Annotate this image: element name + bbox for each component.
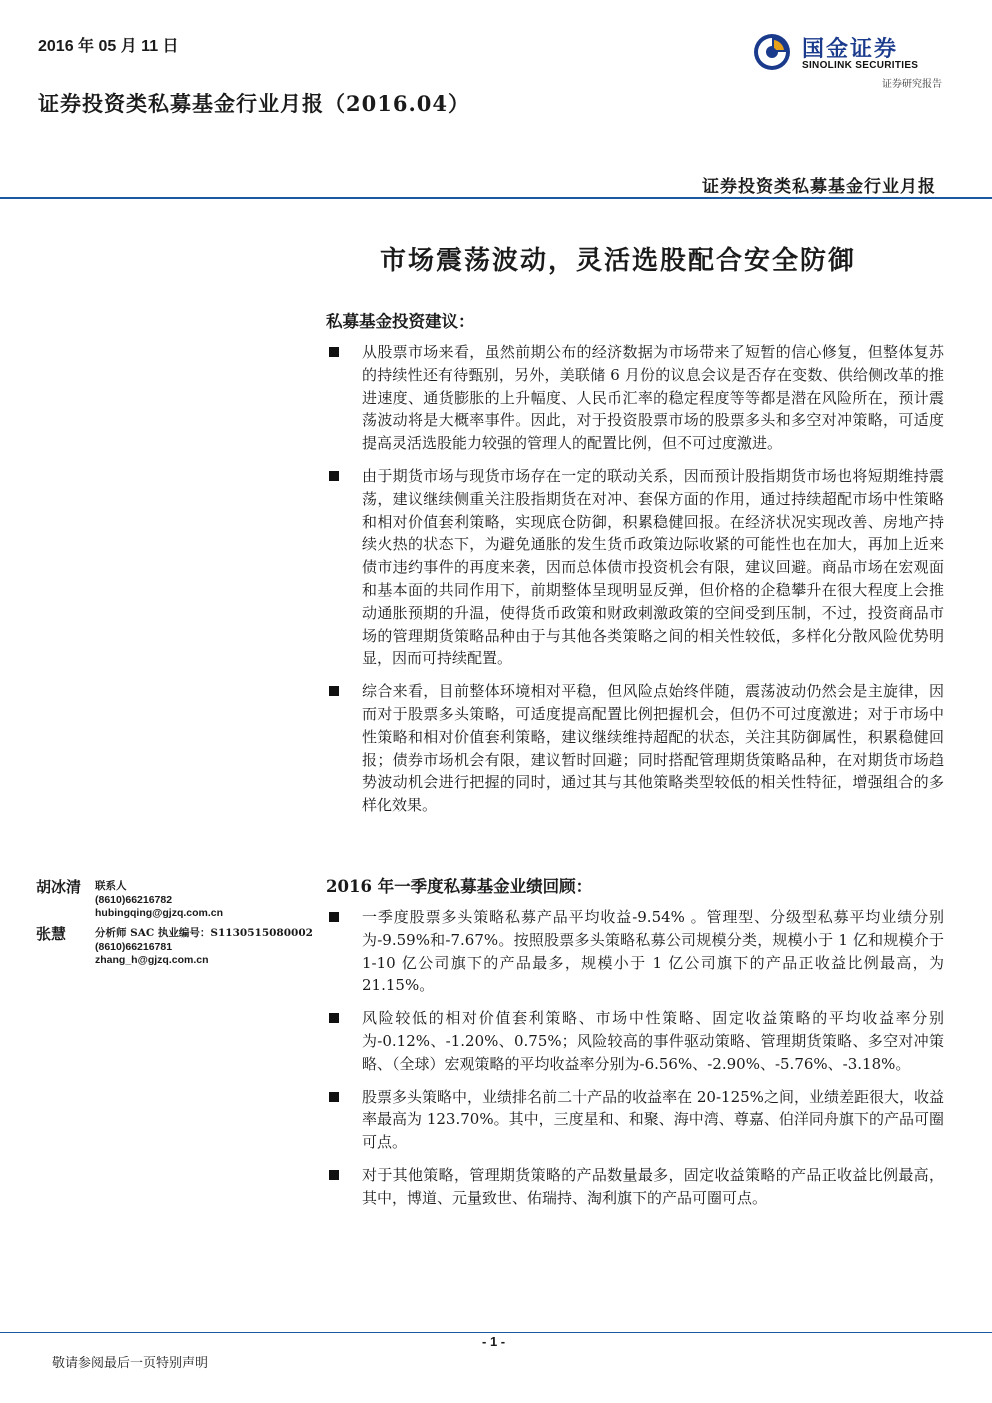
page-number: - 1 - (482, 1334, 506, 1349)
section-heading-investment-advice: 私募基金投资建议： (326, 312, 475, 331)
logo-emblem-icon (752, 32, 792, 72)
investment-advice-list (326, 341, 944, 827)
company-logo (752, 30, 942, 90)
logo-subtitle: 证券研究报告 (882, 79, 942, 90)
header-divider (0, 197, 992, 199)
bullet-text: 由于期货市场与现货市场存在一定的联动关系，因而预计股指期货市场也将短期维持震荡，建议继续侧重关注股指期货在对冲、套保方面的作用，通过持续超配市场中性策略和相对价值套利策略，实现底仓防御，积累稳健回报。在经济状况实现改善、房地产持续火热的状态下，为避免通胀的发生货币政策边际收紧的可能性也在加大，再加上近来债市违约事件的再度来袭，因而总体债市投资机会有限，建议回避。商品市场在宏观面和基本面的共同作用下，前期整体呈现明显反弹，但价格的企稳攀升在很大程度上会推动通胀预期的升温，使得货币政策和财政刺激政策的空间受到压制，不过，投资商品市场的管理期货策略品种由于与其他各类策略之间的相关性较低，多样化分散风险优势明显，因而可持续配置。 (362, 466, 944, 668)
list-item (326, 1086, 944, 1154)
list-item (326, 1164, 944, 1210)
logo-chinese-name: 国金证券 (802, 37, 899, 62)
list-item (326, 1007, 944, 1075)
analyst-name: 胡冰清 (36, 878, 82, 896)
report-category: 证券投资类私募基金行业月报 (702, 177, 936, 197)
page-headline: 市场震荡波动，灵活选股配合安全防御 (380, 246, 857, 276)
bullet-text: 一季度股票多头策略私募产品平均收益-9.54% 。管理型、分级型私募平均业绩分别为-9.59%和-7.67%。按照股票多头策略私募公司规模分类，规模小于 1 亿和规模介于 1-10 亿公司旗下的产品最多，规模小于 1 亿公司旗下的产品正收益比例最高，为 21.15%。 (362, 908, 944, 995)
bullet-text: 股票多头策略中，业绩排名前二十产品的收益率在 20-125%之间，业绩差距很大，收益率最高为 123.70%。其中，三度星和、和聚、海中湾、尊嘉、伯洋同舟旗下的产品可圈可点。 (362, 1087, 944, 1152)
bullet-text: 综合来看，目前整体环境相对平稳，但风险点始终伴随，震荡波动仍然会是主旋律，因而对于股票多头策略，可适度提高配置比例把握机会，但仍不可过度激进；对于市场中性策略和相对价值套利策略，建议继续维持超配的状态，关注其防御属性，积累稳健回报；债券市场机会有限，建议暂时回避；同时搭配管理期货策略品种，在对期货市场趋势波动机会进行把握的同时，通过其与其他策略类型较低的相关性特征，增强组合的多样化效果。 (362, 682, 944, 815)
logo-english-name: SINOLINK SECURITIES (802, 60, 919, 71)
analyst-name: 张慧 (36, 925, 67, 943)
list-item (326, 906, 944, 997)
analyst-role: 分析师 SAC 执业编号：S1130515080002 (95, 927, 313, 939)
section-heading-q1-review: 2016 年一季度私募基金业绩回顾： (326, 877, 593, 896)
analyst-role: 联系人 (95, 880, 127, 892)
analyst-email[interactable]: zhang_h@gjzq.com.cn (95, 954, 209, 966)
bullet-square-icon (329, 912, 339, 922)
bullet-square-icon (329, 471, 339, 481)
report-date: 2016 年 05 月 11 日 (38, 38, 179, 55)
bullet-square-icon (329, 1170, 339, 1180)
analyst-email[interactable]: hubingqing@gjzq.com.cn (95, 907, 224, 919)
list-item (326, 341, 944, 455)
bullet-text: 对于其他策略，管理期货策略的产品数量最多，固定收益策略的产品正收益比例最高，其中，博道、元量致世、佑瑞持、淘利旗下的产品可圈可点。 (362, 1165, 944, 1207)
bullet-square-icon (329, 1092, 339, 1102)
analyst-phone: (8610)66216781 (95, 940, 173, 953)
bullet-text: 从股票市场来看，虽然前期公布的经济数据为市场带来了短暂的信心修复，但整体复苏的持续性还有待甄别，另外，美联储 6 月份的议息会议是否存在变数、供给侧改革的推进速度、通货膨胀的上升幅度、人民币汇率的稳定程度等等都是潜在风险所在，预计震荡波动将是大概率事件。因此，对于投资股票市场的股票多头和多空对冲策略，可适度提高灵活选股能力较强的管理人的配置比例，但不可过度激进。 (362, 343, 944, 453)
analyst-contact (95, 880, 223, 921)
list-item (326, 465, 944, 670)
bullet-text: 风险较低的相对价值套利策略、市场中性策略、固定收益策略的平均收益率分别为-0.12%、-1.20%、0.75%；风险较高的事件驱动策略、管理期货策略、多空对冲策略、（全球）宏观策略的平均收益率分别为-6.56%、-2.90%、-5.76%、-3.18%。 (362, 1009, 944, 1073)
footer-disclaimer: 敬请参阅最后一页特别声明 (52, 1356, 209, 1371)
footer-divider (0, 1332, 992, 1333)
bullet-square-icon (329, 686, 339, 696)
bullet-square-icon (329, 1013, 339, 1023)
q1-review-list (326, 906, 944, 1220)
bullet-square-icon (329, 347, 339, 357)
list-item (326, 680, 944, 817)
analyst-contact (95, 927, 313, 968)
report-title: 证券投资类私募基金行业月报（2016.04） (38, 91, 470, 116)
analyst-phone: (8610)66216782 (95, 893, 173, 906)
